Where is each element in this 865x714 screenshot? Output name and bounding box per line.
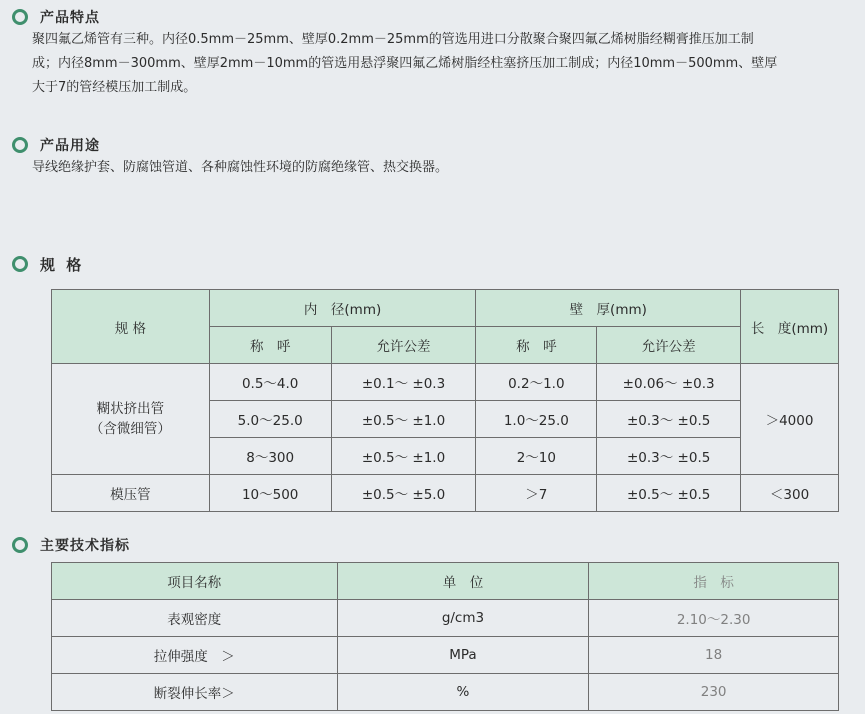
value-cell: 2.10～2.30 bbox=[589, 600, 839, 637]
features-heading bbox=[12, 6, 855, 28]
usage-heading bbox=[12, 134, 855, 156]
unit-cell: % bbox=[337, 674, 589, 711]
id-nominal-cell: 8～300 bbox=[209, 438, 331, 475]
circle-bullet-icon bbox=[12, 9, 28, 25]
id-tolerance-cell: ±0.5～ ±5.0 bbox=[331, 475, 476, 512]
table-row bbox=[52, 475, 839, 512]
wt-nominal-cell: ＞7 bbox=[476, 475, 597, 512]
features-line: 大于7的管经模压加工制成。 bbox=[32, 80, 197, 95]
item-cell: 断裂伸长率＞ bbox=[52, 674, 338, 711]
wt-tolerance-cell: ±0.3～ ±0.5 bbox=[597, 401, 741, 438]
length-header: 长 度(mm) bbox=[741, 290, 839, 364]
item-cell: 拉伸强度 ＞ bbox=[52, 637, 338, 674]
wt-tolerance-cell: ±0.5～ ±0.5 bbox=[597, 475, 741, 512]
table-row bbox=[52, 364, 839, 401]
tech-header-row bbox=[52, 563, 839, 600]
value-cell: 18 bbox=[589, 637, 839, 674]
spec-heading bbox=[12, 253, 855, 275]
features-section bbox=[12, 6, 855, 100]
features-line: 聚四氟乙烯管有三种。内径0.5mm－25mm、壁厚0.2mm－25mm的管选用进口分散聚合聚四氟乙烯树脂经糊膏推压加工制 bbox=[32, 32, 754, 47]
table-row bbox=[52, 674, 839, 711]
tech-heading bbox=[12, 534, 855, 556]
id-tolerance-cell: ±0.5～ ±1.0 bbox=[331, 401, 476, 438]
id-nominal-cell: 0.5～4.0 bbox=[209, 364, 331, 401]
id-nominal-header: 称 呼 bbox=[209, 327, 331, 364]
id-nominal-cell: 10～500 bbox=[209, 475, 331, 512]
group-name: 糊状挤出管 （含微细管） bbox=[52, 364, 210, 475]
wt-nominal-cell: 0.2～1.0 bbox=[476, 364, 597, 401]
tech-table bbox=[51, 562, 839, 711]
spec-header-row bbox=[52, 290, 839, 327]
wall-thickness-header: 壁 厚(mm) bbox=[476, 290, 741, 327]
inner-diameter-header: 内 径(mm) bbox=[209, 290, 476, 327]
wt-nominal-cell: 1.0～25.0 bbox=[476, 401, 597, 438]
value-cell: 230 bbox=[589, 674, 839, 711]
wt-tolerance-cell: ±0.06～ ±0.3 bbox=[597, 364, 741, 401]
spec-col-header: 规 格 bbox=[52, 290, 210, 364]
usage-section bbox=[12, 134, 855, 180]
length-cell: ＞4000 bbox=[741, 364, 839, 475]
spec-table bbox=[51, 289, 839, 512]
unit-header: 单 位 bbox=[337, 563, 589, 600]
usage-title: 产品用途 bbox=[40, 138, 100, 154]
spec-title: 规 格 bbox=[40, 255, 85, 274]
table-row bbox=[52, 600, 839, 637]
wt-nominal-header: 称 呼 bbox=[476, 327, 597, 364]
features-line: 成；内径8mm－300mm、壁厚2mm－10mm的管选用悬浮聚四氟乙烯树脂经柱塞挤压加工制成；内径10mm－500mm、壁厚 bbox=[32, 56, 778, 71]
id-nominal-cell: 5.0～25.0 bbox=[209, 401, 331, 438]
value-header: 指 标 bbox=[589, 563, 839, 600]
wt-tolerance-cell: ±0.3～ ±0.5 bbox=[597, 438, 741, 475]
features-title: 产品特点 bbox=[40, 10, 100, 26]
features-text bbox=[32, 28, 855, 100]
usage-text: 导线绝缘护套、防腐蚀管道、各种腐蚀性环境的防腐绝缘管、热交换器。 bbox=[32, 160, 449, 175]
id-tolerance-cell: ±0.5～ ±1.0 bbox=[331, 438, 476, 475]
item-header: 项目名称 bbox=[52, 563, 338, 600]
wt-nominal-cell: 2～10 bbox=[476, 438, 597, 475]
group-name: 模压管 bbox=[52, 475, 210, 512]
length-cell: ＜300 bbox=[741, 475, 839, 512]
item-cell: 表观密度 bbox=[52, 600, 338, 637]
table-row bbox=[52, 637, 839, 674]
spec-section bbox=[12, 253, 855, 275]
circle-bullet-icon bbox=[12, 256, 28, 272]
tech-section bbox=[12, 534, 855, 556]
unit-cell: g/cm3 bbox=[337, 600, 589, 637]
circle-bullet-icon bbox=[12, 137, 28, 153]
circle-bullet-icon bbox=[12, 537, 28, 553]
id-tolerance-header: 允许公差 bbox=[331, 327, 476, 364]
tech-title: 主要技术指标 bbox=[40, 538, 130, 554]
id-tolerance-cell: ±0.1～ ±0.3 bbox=[331, 364, 476, 401]
unit-cell: MPa bbox=[337, 637, 589, 674]
wt-tolerance-header: 允许公差 bbox=[597, 327, 741, 364]
